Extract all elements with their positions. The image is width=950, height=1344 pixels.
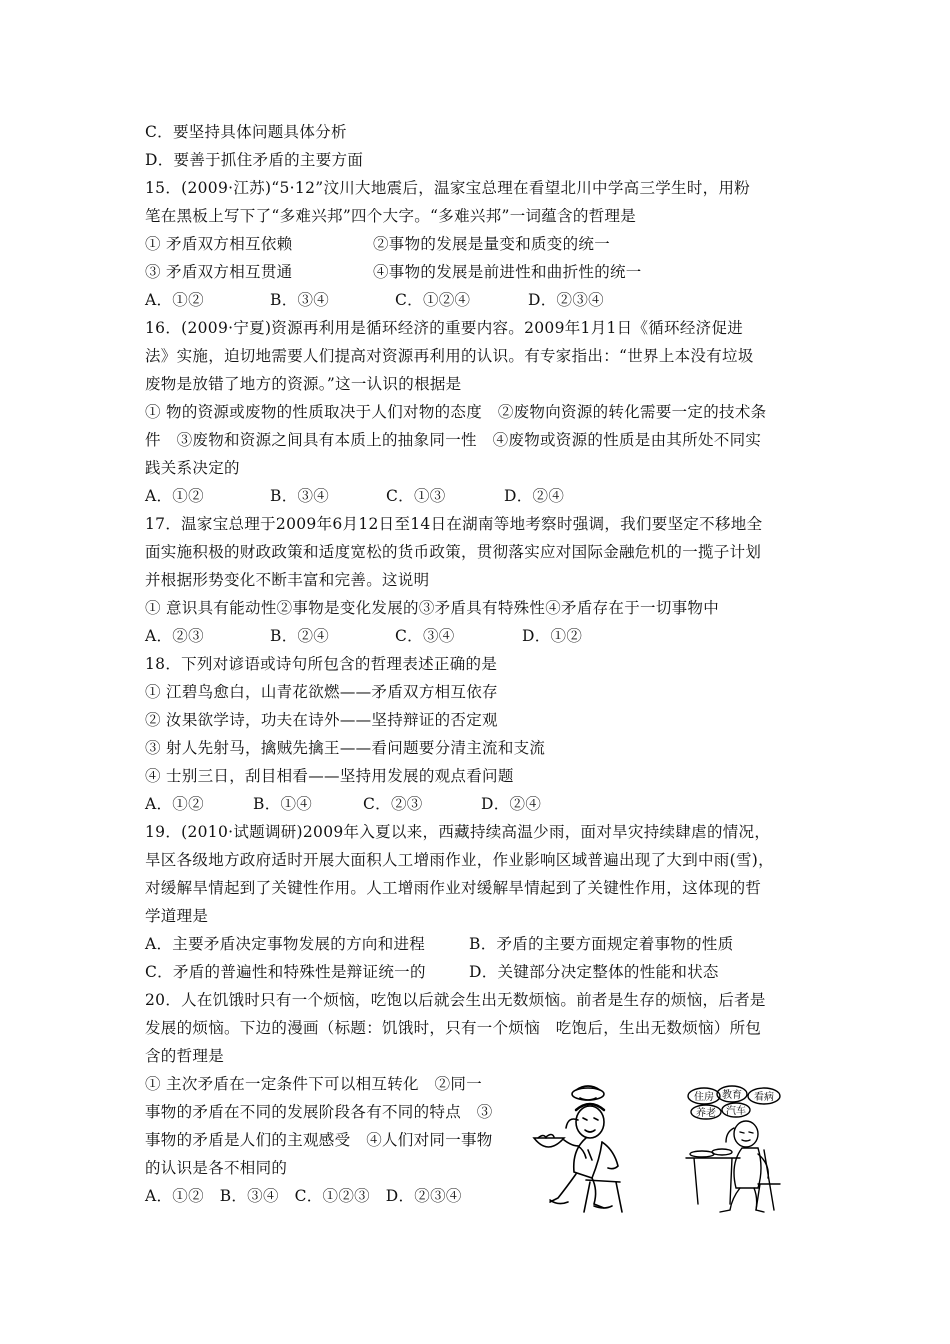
q15-option: A．①②	[145, 291, 204, 309]
q19-options-row	[145, 930, 734, 958]
q16-option: C．①③	[386, 487, 446, 505]
q19-stem-line: 旱区各级地方政府适时开展大面积人工增雨作业，作业影响区域普遍出现了大到中雨(雪)，	[145, 851, 774, 869]
q19-options-row	[145, 958, 719, 986]
q16-stem-line: 16．(2009·宁夏)资源再利用是循环经济的重要内容。2009年1月1日《循环经济促进	[145, 319, 744, 337]
q18-stem-line: ② 汝果欲学诗，功夫在诗外——坚持辩证的否定观	[145, 711, 498, 729]
q15-stem-line: 15．(2009·江苏)“5·12”汶川大地震后，温家宝总理在看望北川中学高三学生时，用粉	[145, 179, 751, 197]
q17-stem-line: ① 意识具有能动性②事物是变化发展的③矛盾具有特殊性④矛盾存在于一切事物中	[145, 599, 720, 617]
cartoon-tag: 看病	[754, 1092, 774, 1103]
q15-item: ③ 矛盾双方相互贯通	[145, 263, 293, 281]
q17-stem-line: 17．温家宝总理于2009年6月12日至14日在湖南等地考察时强调，我们要坚定不移地全	[145, 515, 763, 533]
q20-stem-line: 20．人在饥饿时只有一个烦恼，吃饱以后就会生出无数烦恼。前者是生存的烦恼，后者是	[145, 991, 766, 1009]
q18-stem-line: ③ 射人先射马，擒贼先擒王——看问题要分清主流和支流	[145, 739, 546, 757]
q15-item: ④事物的发展是前进性和曲折性的统一	[373, 263, 642, 281]
q17-option: B．②④	[270, 627, 330, 645]
q19-stem-line: 学道理是	[145, 907, 209, 925]
cartoon-full-man	[680, 1080, 790, 1220]
cartoon-tag: 住房	[694, 1092, 714, 1103]
q16-options	[145, 482, 564, 510]
q16-option: D．②④	[504, 487, 565, 505]
q16-stem-line: 法》实施，迫切地需要人们提高对资源再利用的认识。有专家指出：“世界上本没有垃圾	[145, 347, 754, 365]
q17-options	[145, 622, 582, 650]
q20-options: A．①② B．③④ C．①②③ D．②③④	[145, 1187, 462, 1205]
q15-item-row	[145, 230, 610, 258]
q20-stem-line: 含的哲理是	[145, 1047, 225, 1065]
q18-option: D．②④	[481, 795, 542, 813]
q17-stem-line: 并根据形势变化不断丰富和完善。这说明	[145, 571, 430, 589]
q15-stem-line: 笔在黑板上写下了“多难兴邦”四个大字。“多难兴邦”一词蕴含的哲理是	[145, 207, 637, 225]
q15-option: C．①②④	[395, 291, 471, 309]
q17-stem-line: 面实施积极的财政政策和适度宽松的货币政策，贯彻落实应对国际金融危机的一揽子计划	[145, 543, 762, 561]
q16-option: A．①②	[145, 487, 204, 505]
q19-stem-line: 对缓解旱情起到了关键性作用。人工增雨作业对缓解旱情起到了关键性作用，这体现的哲	[145, 879, 762, 897]
q16-stem-line: 践关系决定的	[145, 459, 240, 477]
q15-option: D．②③④	[528, 291, 604, 309]
q16-stem-line: 废物是放错了地方的资源。”这一认识的根据是	[145, 375, 462, 393]
q17-option: D．①②	[522, 627, 583, 645]
q18-stem-line: ④ 士别三日，刮目相看——坚持用发展的观点看问题	[145, 767, 514, 785]
q17-option: A．②③	[145, 627, 204, 645]
q20-stem-line: 发展的烦恼。下边的漫画（标题：饥饿时，只有一个烦恼 吃饱后，生出无数烦恼）所包	[145, 1019, 762, 1037]
q16-option: B．③④	[270, 487, 330, 505]
q18-option: B．①④	[253, 795, 313, 813]
q20-item-line: 的认识是各不相同的	[145, 1159, 288, 1177]
q20-item-line: 事物的矛盾是人们的主观感受 ④人们对同一事物	[145, 1131, 493, 1149]
q18-option: C．②③	[363, 795, 423, 813]
cartoon-tag: 教育	[722, 1090, 742, 1101]
cartoon-tag: 汽车	[726, 1106, 746, 1117]
q20-item-line: ① 主次矛盾在一定条件下可以相互转化 ②同一	[145, 1075, 483, 1093]
q19-option: D．关键部分决定整体的性能和状态	[469, 963, 719, 981]
q18-stem-line: ① 江碧鸟愈白，山青花欲燃——矛盾双方相互依存	[145, 683, 498, 701]
q18-option: A．①②	[145, 795, 204, 813]
q15-option: B．③④	[270, 291, 330, 309]
cartoon-tag: 养老	[696, 1108, 716, 1119]
q18-stem-line: 18．下列对谚语或诗句所包含的哲理表述正确的是	[145, 655, 498, 673]
q17-option: C．③④	[395, 627, 455, 645]
q19-option: B．矛盾的主要方面规定着事物的性质	[469, 935, 734, 953]
q19-stem-line: 19．(2010·试题调研)2009年入夏以来，西藏持续高温少雨，面对旱灾持续肆虐的情况，	[145, 823, 771, 841]
q14-option-c: C．要坚持具体问题具体分析	[145, 123, 347, 141]
q16-stem-line: ① 物的资源或废物的性质取决于人们对物的态度 ②废物向资源的转化需要一定的技术条	[145, 403, 767, 421]
q15-item: ②事物的发展是量变和质变的统一	[373, 235, 611, 253]
q18-options	[145, 790, 541, 818]
cartoon-hungry-man	[528, 1080, 648, 1220]
q15-item-row	[145, 258, 642, 286]
q16-stem-line: 件 ③废物和资源之间具有本质上的抽象同一性 ④废物或资源的性质是由其所处不同实	[145, 431, 762, 449]
q15-item: ① 矛盾双方相互依赖	[145, 235, 293, 253]
q19-option: C．矛盾的普遍性和特殊性是辩证统一的	[145, 963, 426, 981]
q14-option-d: D．要善于抓住矛盾的主要方面	[145, 151, 364, 169]
q19-option: A．主要矛盾决定事物发展的方向和进程	[145, 935, 426, 953]
q20-item-line: 事物的矛盾在不同的发展阶段各有不同的特点 ③	[145, 1103, 493, 1121]
q15-options	[145, 286, 604, 314]
